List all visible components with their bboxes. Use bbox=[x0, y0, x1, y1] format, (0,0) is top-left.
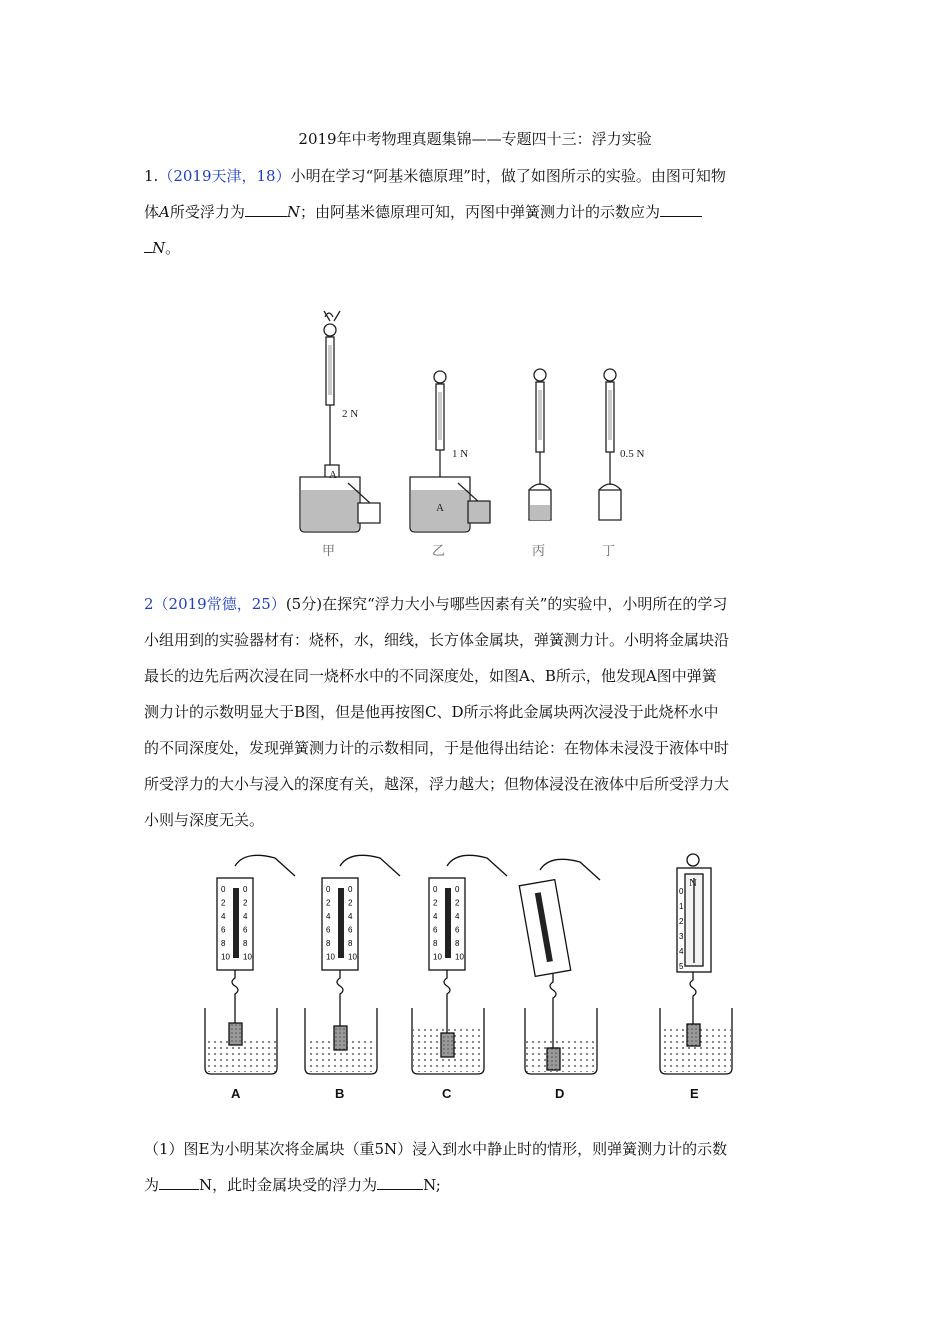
q2-line-4: 测力计的示数明显大于B图，但是他再按图C、D所示将此金属块两次浸没于此烧杯水中 bbox=[144, 703, 719, 721]
scale-tick-label: 10 bbox=[243, 952, 252, 962]
setup-d bbox=[519, 859, 600, 1074]
sub1-text: N，此时金属块受的浮力为 bbox=[199, 1176, 378, 1194]
scale-tick-label: 6 bbox=[243, 925, 248, 935]
reading-2n: 2 N bbox=[342, 408, 359, 420]
sub1-line-1 bbox=[144, 1131, 812, 1167]
scale-tick-label: 6 bbox=[348, 925, 353, 935]
scale-tick-label: 2 bbox=[679, 917, 684, 926]
q1-text: 所受浮力为 bbox=[169, 203, 245, 221]
scale-bing bbox=[529, 369, 551, 520]
scale-tick-label: 3 bbox=[679, 932, 684, 941]
caption-e: E bbox=[690, 1086, 699, 1101]
scale-tick-label: 8 bbox=[243, 939, 248, 948]
scale-tick-label: 4 bbox=[326, 912, 331, 921]
q1-text: ；由阿基米德原理可知，丙图中弹簧测力计的示数应为 bbox=[300, 203, 661, 221]
question-2-sub-1 bbox=[144, 1131, 812, 1203]
q1-line-1 bbox=[144, 158, 812, 194]
scale-tick-label: 0 bbox=[221, 885, 226, 894]
scale-tick-label: 10 bbox=[326, 952, 335, 962]
scale-tick-label: 2 bbox=[326, 898, 331, 908]
unit-n: N bbox=[286, 203, 300, 221]
scale-tick-label: 6 bbox=[433, 925, 438, 935]
scale-tick-label: 0 bbox=[679, 887, 684, 896]
reading-05n: 0.5 N bbox=[620, 448, 645, 460]
sub1-line-2 bbox=[144, 1167, 812, 1203]
q2-line-2: 小组用到的实验器材有：烧杯，水，细线，长方体金属块，弹簧测力计。小明将金属块沿 bbox=[144, 631, 730, 649]
scale-tick-label: 6 bbox=[221, 925, 226, 935]
answer-blank[interactable] bbox=[159, 1175, 199, 1190]
scale-tick-label: 2 bbox=[433, 898, 438, 908]
scale-tick-label: 2 bbox=[221, 898, 226, 908]
caption-b: B bbox=[335, 1086, 345, 1101]
caption-a: A bbox=[231, 1086, 241, 1101]
answer-blank[interactable] bbox=[660, 202, 702, 217]
figure-2 bbox=[195, 848, 755, 1108]
q1-var-a: A bbox=[159, 203, 170, 221]
answer-blank[interactable] bbox=[245, 202, 287, 217]
q1-line-3 bbox=[144, 230, 812, 266]
q1-text: 。 bbox=[165, 239, 181, 257]
scale-tick-label: 4 bbox=[679, 947, 684, 956]
reading-1n: 1 N bbox=[452, 448, 469, 460]
tank-yi bbox=[410, 477, 490, 532]
question-1 bbox=[144, 158, 812, 266]
page-title: 2019年中考物理真题集锦——专题四十三：浮力实验 bbox=[298, 130, 652, 148]
scale-tick-label: 4 bbox=[221, 912, 226, 921]
scale-ding bbox=[599, 369, 621, 520]
caption-d: D bbox=[555, 1086, 565, 1101]
setup-a bbox=[205, 855, 295, 1074]
q2-points: (5分) bbox=[285, 595, 323, 613]
caption-c: C bbox=[442, 1086, 452, 1101]
tank-jia bbox=[300, 477, 380, 532]
scale-tick-label: 6 bbox=[455, 925, 460, 935]
block-label-a: A bbox=[329, 469, 337, 481]
q2-text: 在探究“浮力大小与哪些因素有关”的实验中，小明所在的学习 bbox=[322, 595, 728, 613]
scale-tick-label: 10 bbox=[455, 952, 464, 962]
q1-text: 小明在学习“阿基米德原理”时，做了如图所示的实验。由图可知物 bbox=[290, 167, 726, 185]
sub1-text: 为 bbox=[144, 1176, 160, 1194]
scale-tick-label: 10 bbox=[433, 952, 442, 962]
caption-bing: 丙 bbox=[532, 544, 546, 559]
scale-tick-label: 10 bbox=[221, 952, 230, 962]
q1-number: 1. bbox=[144, 167, 159, 185]
unit-n: N bbox=[152, 239, 166, 257]
answer-blank[interactable] bbox=[144, 238, 152, 253]
setup-b bbox=[305, 855, 400, 1074]
q2-line-6: 所受浮力的大小与浸入的深度有关，越深，浮力越大；但物体浸没在液体中后所受浮力大 bbox=[144, 775, 730, 793]
caption-yi: 乙 bbox=[432, 544, 446, 559]
sub1-text: 图E为小明某次将金属块（重5N）浸入到水中静止时的情形，则弹簧测力计的示数 bbox=[183, 1140, 728, 1158]
scale-tick-label: 2 bbox=[348, 898, 353, 908]
q2-number: 2 bbox=[144, 595, 154, 613]
q2-line-5: 的不同深度处，发现弹簧测力计的示数相同，于是他得出结论：在物体未浸没于液体中时 bbox=[144, 739, 730, 757]
scale-tick-label: 8 bbox=[326, 939, 331, 948]
caption-ding: 丁 bbox=[602, 544, 616, 559]
q2-line-3: 最长的边先后两次浸在同一烧杯水中的不同深度处，如图A、B所示，他发现A图中弹簧 bbox=[144, 667, 717, 685]
scale-tick-label: 0 bbox=[433, 885, 438, 894]
scale-tick-label: 5 bbox=[679, 962, 684, 971]
q2-line-7: 小则与深度无关。 bbox=[144, 811, 265, 829]
scale-tick-label: 6 bbox=[326, 925, 331, 935]
scale-tick-label: 0 bbox=[455, 885, 460, 894]
figure-1 bbox=[270, 305, 670, 560]
q1-text: 体 bbox=[144, 203, 160, 221]
caption-jia: 甲 bbox=[322, 544, 336, 559]
q2-line-1 bbox=[144, 586, 812, 622]
scale-tick-label: 8 bbox=[433, 939, 438, 948]
answer-blank[interactable] bbox=[377, 1175, 423, 1190]
sub1-text: N; bbox=[423, 1176, 441, 1194]
setup-c bbox=[412, 855, 507, 1074]
scale-tick-label: 4 bbox=[433, 912, 438, 921]
sub1-label: （1） bbox=[144, 1140, 184, 1158]
scale-tick-label: 0 bbox=[326, 885, 331, 894]
scale-tick-label: 2 bbox=[455, 898, 460, 908]
scale-tick-label: 10 bbox=[348, 952, 357, 962]
scale-tick-label: 8 bbox=[348, 939, 353, 948]
scale-tick-label: 4 bbox=[348, 912, 353, 921]
scale-tick-label: 8 bbox=[455, 939, 460, 948]
scale-jia bbox=[324, 311, 340, 483]
scale-tick-label: 4 bbox=[455, 912, 460, 921]
scale-tick-label: 2 bbox=[243, 898, 248, 908]
q1-line-2 bbox=[144, 194, 812, 230]
question-2 bbox=[144, 586, 812, 838]
block-label-a: A bbox=[436, 502, 444, 514]
scale-tick-label: 4 bbox=[243, 912, 248, 921]
scale-tick-label: 1 bbox=[679, 902, 684, 911]
q1-source: （2019天津，18） bbox=[158, 167, 291, 185]
scale-tick-label: 8 bbox=[221, 939, 226, 948]
q2-source: （2019常德，25） bbox=[153, 595, 286, 613]
scale-tick-label: 0 bbox=[243, 885, 248, 894]
scale-tick-label: 0 bbox=[348, 885, 353, 894]
unit-label-n: N bbox=[689, 877, 697, 889]
